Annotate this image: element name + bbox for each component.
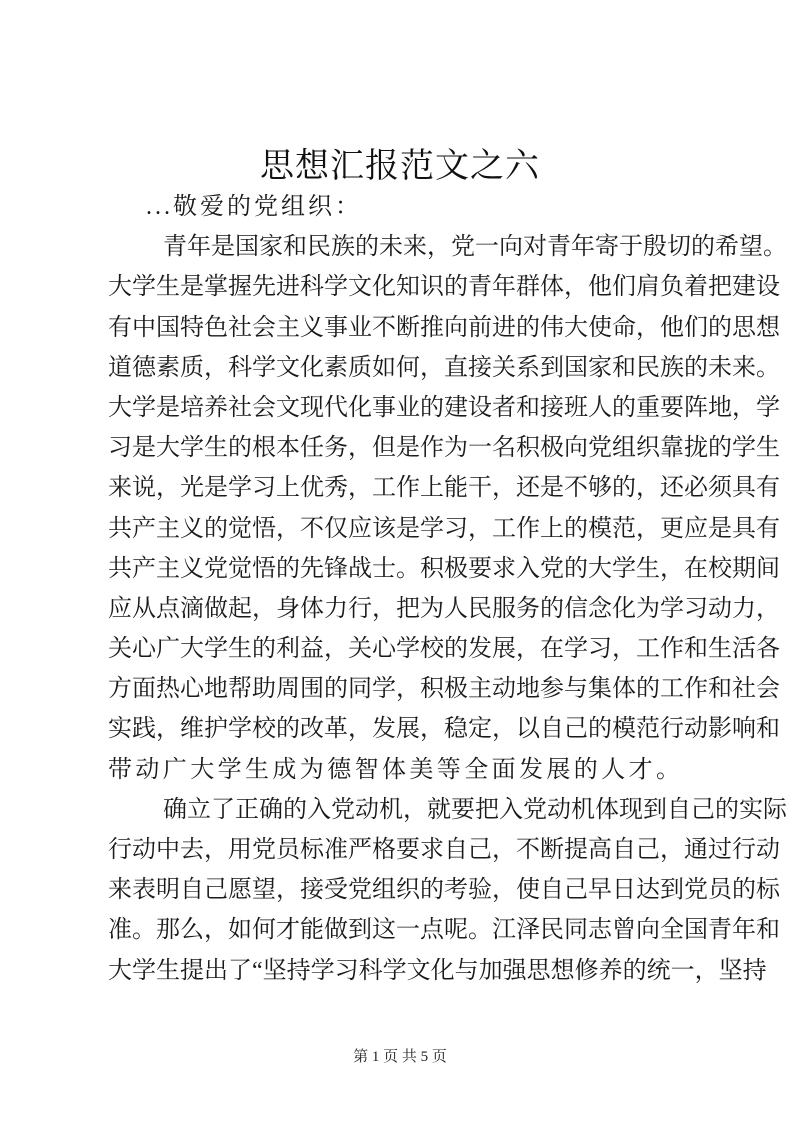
text-line: 关心广大学生的利益，关心学校的发展，在学习，工作和生活各 (108, 636, 780, 663)
text-line: 青年是国家和民族的未来，党一向对青年寄于殷切的希望。 (163, 234, 787, 261)
text-line: 共产主义的觉悟，不仅应该是学习，工作上的模范，更应是具有 (108, 515, 780, 542)
text-line: 大学生提出了“坚持学习科学文化与加强思想修养的统一，坚持 (108, 957, 767, 984)
document-title: 思想汇报范文之六 (260, 148, 540, 185)
document-body (108, 187, 787, 991)
text-line: 实践，维护学校的改革，发展，稳定，以自己的模范行动影响和 (108, 716, 780, 743)
paragraph (108, 790, 787, 991)
text-line: 有中国特色社会主义事业不断推向前进的伟大使命，他们的思想 (108, 314, 780, 341)
text-line: 方面热心地帮助周围的同学，积极主动地参与集体的工作和社会 (108, 676, 780, 703)
text-line: 确立了正确的入党动机，就要把入党动机体现到自己的实际 (163, 796, 787, 823)
text-line: 共产主义党觉悟的先锋战士。积极要求入党的大学生，在校期间 (108, 555, 780, 582)
text-line: 带动广大学生成为德智体美等全面发展的人才。 (108, 756, 684, 783)
text-line: 来表明自己愿望，接受党组织的考验，使自己早日达到党员的标 (108, 877, 780, 904)
paragraphs (108, 227, 787, 991)
text-line: 行动中去，用党员标准严格要求自己，不断提高自己，通过行动 (108, 837, 780, 863)
text-line: 习是大学生的根本任务，但是作为一名积极向党组织靠拢的学生 (108, 435, 780, 462)
text-line: 大学是培养社会文现代化事业的建设者和接班人的重要阵地，学 (108, 394, 780, 421)
text-line: 大学生是掌握先进科学文化知识的青年群体，他们肩负着把建设 (108, 274, 780, 301)
salutation: ...敬爱的党组织： (146, 194, 362, 220)
text-line: 道德素质，科学文化素质如何，直接关系到国家和民族的未来。 (108, 354, 780, 381)
text-line: 准。那么，如何才能做到这一点呢。江泽民同志曾向全国青年和 (108, 917, 780, 944)
page-footer: 第 1 页 共 5 页 (353, 1049, 447, 1065)
text-line: 来说，光是学习上优秀，工作上能干，还是不够的，还必须具有 (108, 475, 780, 502)
paragraph (108, 227, 787, 790)
text-line: 应从点滴做起，身体力行，把为人民服务的信念化为学习动力， (108, 595, 780, 622)
